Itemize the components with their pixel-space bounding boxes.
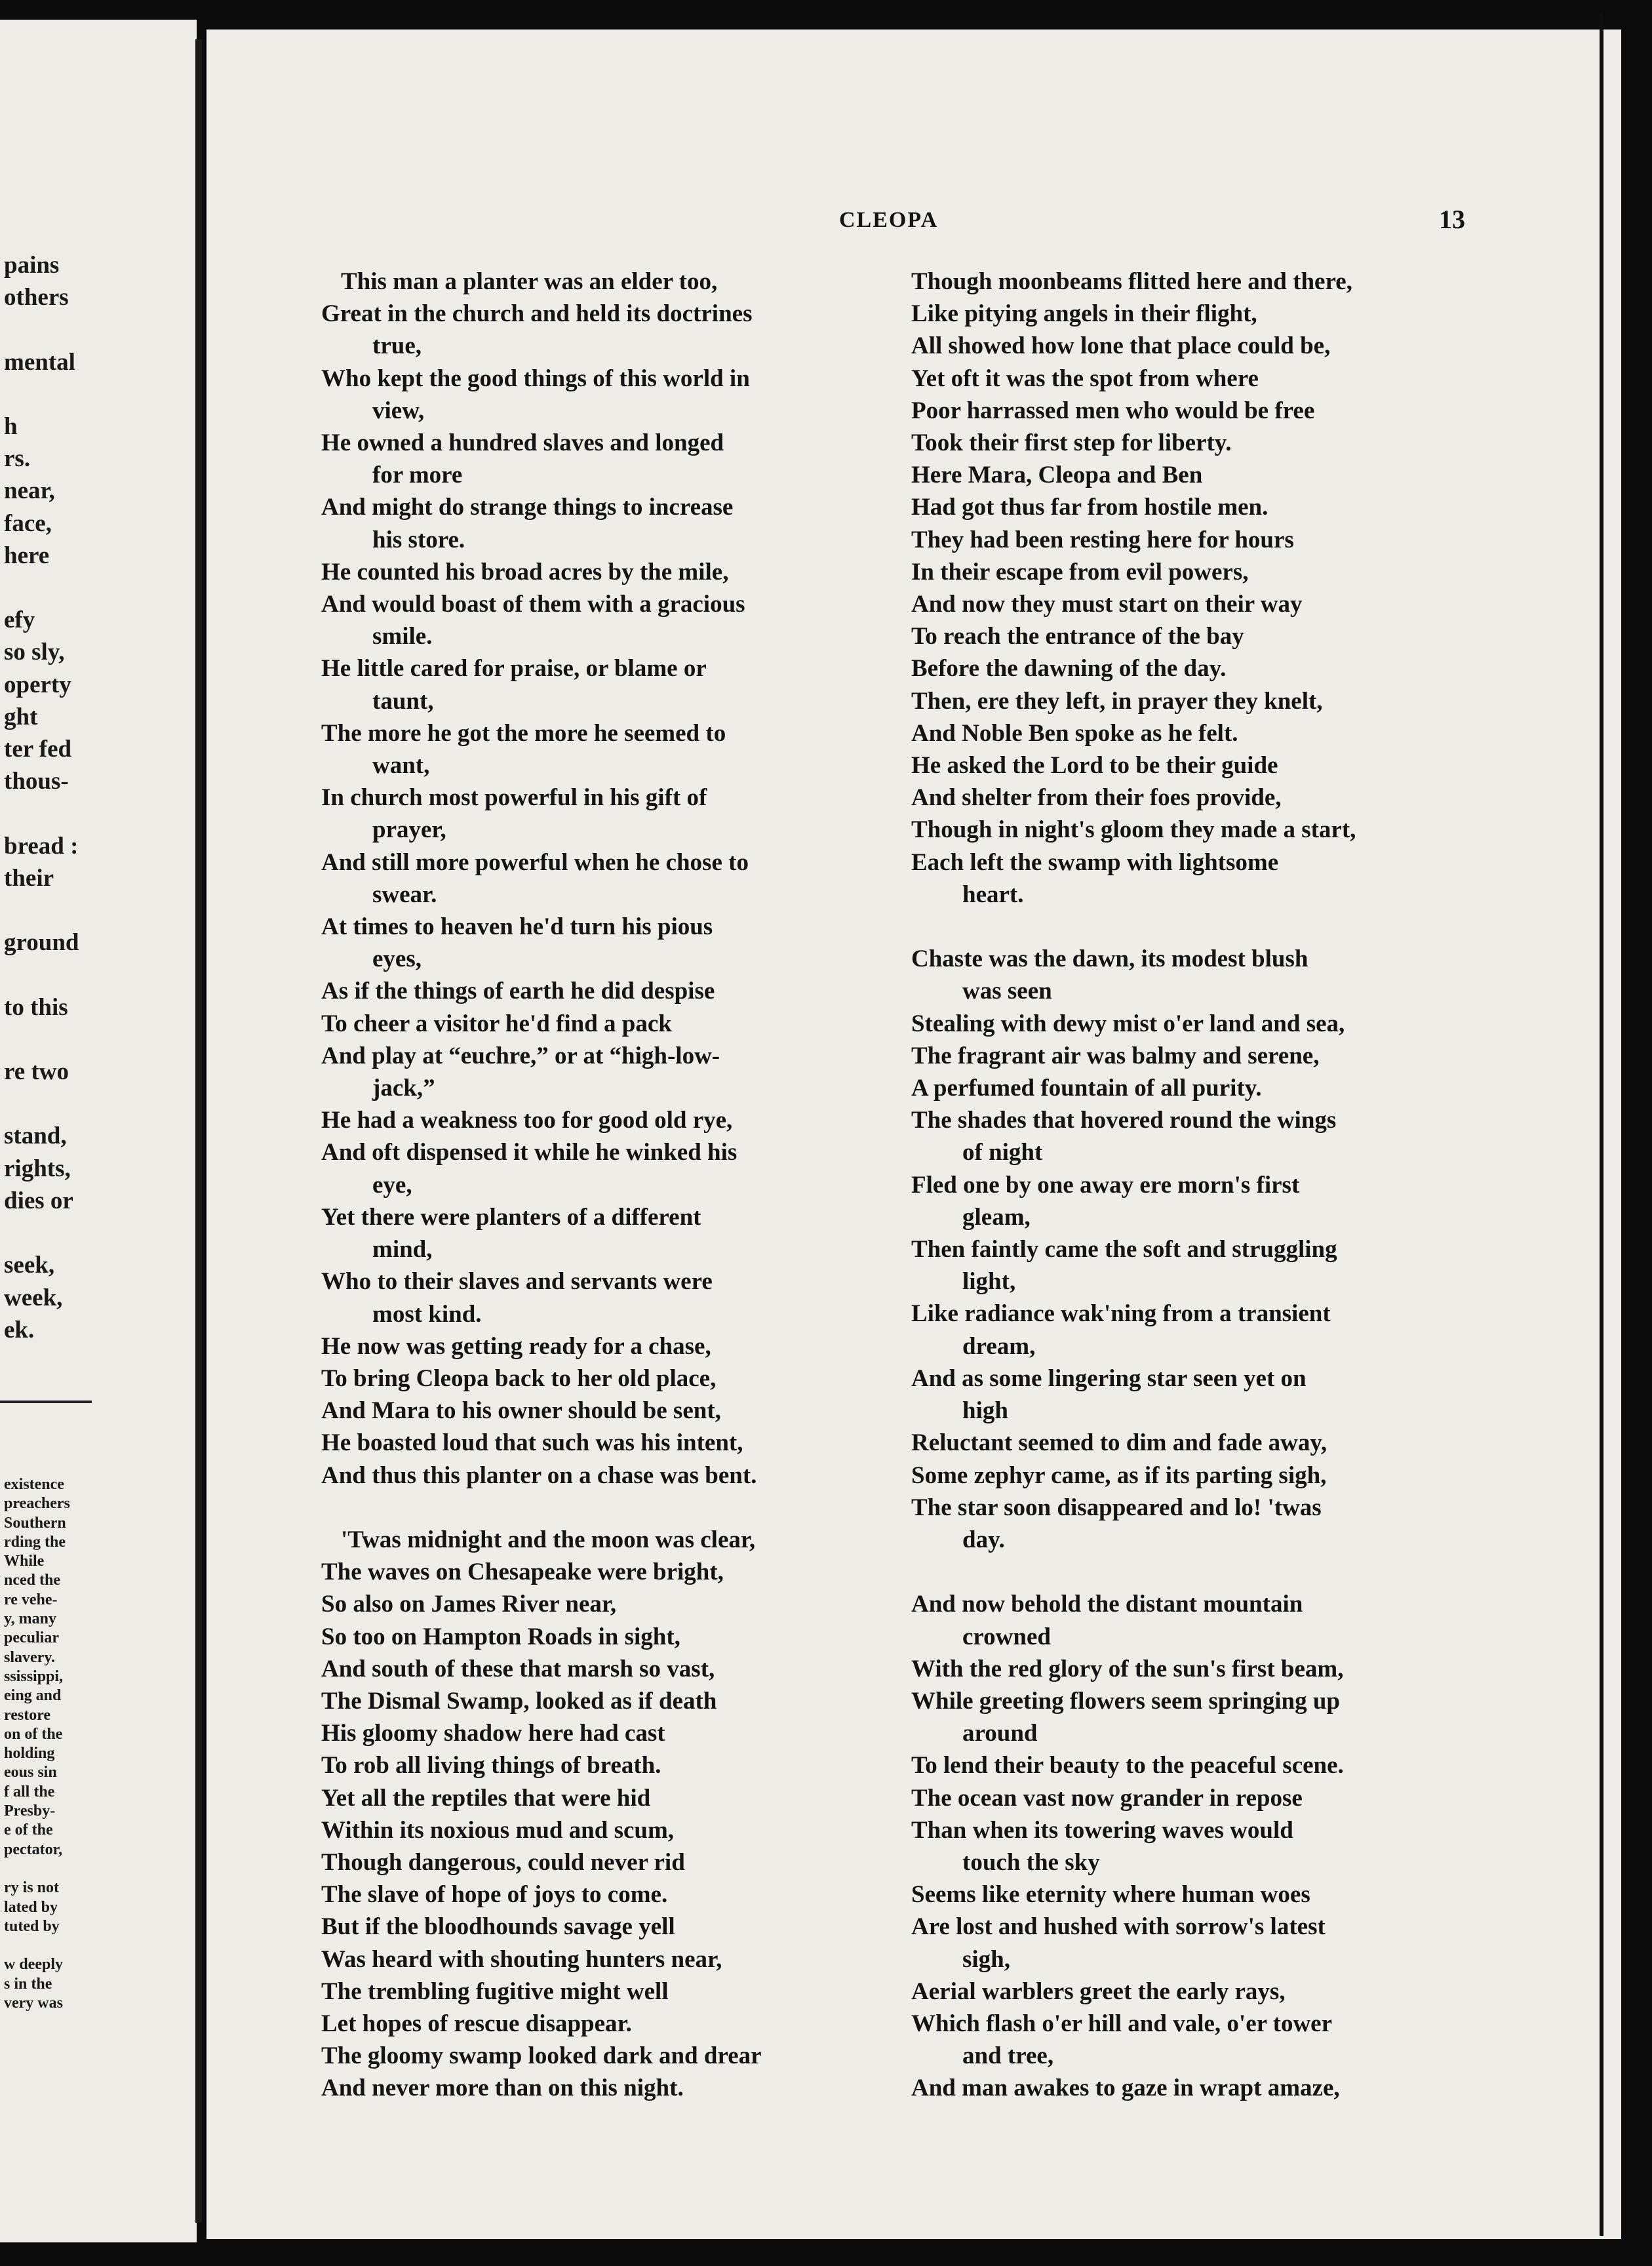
poem-line: Some zephyr came, as if its parting sigh, <box>911 1461 1327 1489</box>
poem-line: Then, ere they left, in prayer they knelt, <box>911 687 1323 715</box>
fragment-line: to this <box>4 993 68 1021</box>
fragment-line: While <box>4 1553 45 1570</box>
fragment-line: week, <box>4 1284 63 1311</box>
poem-line: 'Twas midnight and the moon was clear, <box>341 1526 756 1553</box>
fragment-line <box>4 572 79 604</box>
poem-line: and tree, <box>962 2042 1054 2070</box>
fragment-line: lated by <box>4 1898 58 1916</box>
fragment-line: nced the <box>4 1572 60 1589</box>
poem-line: Poor harrassed men who would be free <box>911 397 1315 424</box>
poem-line: And south of these that marsh so vast, <box>321 1655 715 1682</box>
poem-line: With the red glory of the sun's first beam, <box>911 1655 1344 1682</box>
page-gutter <box>195 39 202 2223</box>
poem-line: All showed how lone that place could be, <box>911 332 1331 360</box>
fragment-line: re vehe- <box>4 1591 58 1608</box>
poem-line: So too on Hampton Roads in sight, <box>321 1623 680 1650</box>
poem-line: To lend their beauty to the peaceful scene. <box>911 1752 1344 1779</box>
poem-line: Yet oft it was the spot from where <box>911 365 1259 392</box>
poem-line: crowned <box>962 1623 1051 1650</box>
fragment-line: ground <box>4 929 79 957</box>
poem-line: Stealing with dewy mist o'er land and sea, <box>911 1010 1345 1037</box>
poem-line: While greeting flowers seem springing up <box>911 1687 1340 1715</box>
poem-line: Than when its towering waves would <box>911 1816 1293 1844</box>
poem-line: Aerial warblers greet the early rays, <box>911 1978 1286 2005</box>
poem-line: But if the bloodhounds savage yell <box>321 1913 675 1941</box>
fragment-line: re two <box>4 1058 69 1086</box>
poem-line: Like radiance wak'ning from a transient <box>911 1300 1331 1328</box>
fragment-line: h <box>4 413 18 441</box>
poem-line: Here Mara, Cleopa and Ben <box>911 462 1203 489</box>
poem-line: His gloomy shadow here had cast <box>321 1720 665 1747</box>
poem-line: of night <box>962 1139 1043 1166</box>
poem-line: And would boast of them with a gracious <box>321 591 745 618</box>
stanza <box>321 266 892 1492</box>
fragment-line: ry is not <box>4 1879 59 1897</box>
fragment-line: dies or <box>4 1187 73 1214</box>
fragment-line: mental <box>4 348 75 376</box>
poem-line: Like pitying angels in their flight, <box>911 300 1257 328</box>
fragment-line: pains <box>4 252 60 279</box>
poem-line: And might do strange things to increase <box>321 494 734 521</box>
fragment-line <box>4 894 79 926</box>
poem-line: The Dismal Swamp, looked as if death <box>321 1687 717 1715</box>
poem-line: swear. <box>372 881 437 908</box>
poem-line: eye, <box>372 1171 412 1199</box>
running-head: CLEOPA <box>839 208 939 232</box>
fragment-line: ght <box>4 703 38 730</box>
fragment-line: stand, <box>4 1123 67 1150</box>
poem-line: He had a weakness too for good old rye, <box>321 1107 733 1134</box>
poem-line: his store. <box>372 526 465 553</box>
fragment-line <box>4 1217 79 1249</box>
poem-line: was seen <box>962 978 1052 1005</box>
page-edge <box>1600 13 1603 2236</box>
poem-column-left <box>321 266 892 2105</box>
poem-line: He owned a hundred slaves and longed <box>321 429 724 457</box>
poem-line: And play at “euchre,” or at “high-low- <box>321 1042 720 1069</box>
poem-line: And still more powerful when he chose to <box>321 848 749 876</box>
fragment-line: tuted by <box>4 1917 60 1935</box>
fragment-line: rs. <box>4 445 31 473</box>
poem-line: Had got thus far from hostile men. <box>911 494 1268 521</box>
poem-line: gleam, <box>962 1203 1031 1231</box>
poem-line: The slave of hope of joys to come. <box>321 1881 668 1909</box>
poem-line: Though in night's gloom they made a start, <box>911 816 1356 844</box>
poem-line: The gloomy swamp looked dark and drear <box>321 2042 762 2070</box>
poem-line: As if the things of earth he did despise <box>321 978 715 1005</box>
fragment-line: efy <box>4 606 35 634</box>
poem-line: He counted his broad acres by the mile, <box>321 558 729 586</box>
poem-line: Then faintly came the soft and struggling <box>911 1236 1337 1263</box>
poem-line: The fragrant air was balmy and serene, <box>911 1042 1320 1069</box>
fragment-line: slavery. <box>4 1648 55 1666</box>
fragment-line: their <box>4 864 54 892</box>
poem-line: Each left the swamp with lightsome <box>911 848 1279 876</box>
fragment-line: f all the <box>4 1783 55 1800</box>
poem-line: smile. <box>372 623 433 650</box>
fragment-line: rding the <box>4 1533 66 1551</box>
poem-line: At times to heaven he'd turn his pious <box>321 913 713 941</box>
poem-line: Who kept the good things of this world in <box>321 365 750 392</box>
poem-line: In church most powerful in his gift of <box>321 784 707 812</box>
fragment-line: face, <box>4 509 52 537</box>
poem-line: Chaste was the dawn, its modest blush <box>911 945 1308 973</box>
fragment-line: peculiar <box>4 1629 59 1647</box>
poem-line: Seems like eternity where human woes <box>911 1881 1310 1909</box>
page-number: 13 <box>1439 205 1465 234</box>
fragment-line: others <box>4 284 69 311</box>
poem-line: sigh, <box>962 1945 1011 1973</box>
stanza <box>911 1588 1482 2104</box>
poem-line: Fled one by one away ere morn's first <box>911 1171 1300 1199</box>
poem-line: The shades that hovered round the wings <box>911 1107 1337 1134</box>
fragment-line <box>4 313 79 346</box>
fragment-line: eous sin <box>4 1764 57 1781</box>
poem-line: high <box>962 1397 1008 1425</box>
poem-line: He asked the Lord to be their guide <box>911 752 1278 780</box>
fragment-line: restore <box>4 1706 51 1724</box>
poem-line: So also on James River near, <box>321 1591 617 1618</box>
facing-page-footnote <box>4 1475 70 2013</box>
poem-line: for more <box>372 462 463 489</box>
poem-line: In their escape from evil powers, <box>911 558 1249 586</box>
fragment-line: w deeply <box>4 1956 63 1974</box>
poem-line: And man awakes to gaze in wrapt amaze, <box>911 2075 1340 2102</box>
fragment-line: near, <box>4 477 55 505</box>
poem-line: And now behold the distant mountain <box>911 1591 1303 1618</box>
fragment-line <box>4 1859 70 1878</box>
poem-line: To bring Cleopa back to her old place, <box>321 1364 717 1392</box>
poem-line: The waves on Chesapeake were bright, <box>321 1559 724 1586</box>
fragment-line: existence <box>4 1476 64 1493</box>
fragment-line: y, many <box>4 1610 57 1628</box>
poem-line: light, <box>962 1268 1016 1296</box>
fragment-line: very was <box>4 1995 63 2012</box>
poem-line: touch the sky <box>962 1848 1100 1876</box>
facing-page-fragment <box>0 20 197 2242</box>
fragment-line: so sly, <box>4 639 65 666</box>
poem-line: To rob all living things of breath. <box>321 1752 661 1779</box>
poem-line: most kind. <box>372 1300 482 1328</box>
fragment-line: bread : <box>4 832 79 860</box>
fragment-line: pectator, <box>4 1840 63 1858</box>
fragment-line: s in the <box>4 1975 52 1993</box>
poem-line: true, <box>372 332 422 360</box>
stanza <box>321 1524 892 2105</box>
poem-line: Reluctant seemed to dim and fade away, <box>911 1429 1328 1457</box>
poem-line: Within its noxious mud and scum, <box>321 1816 675 1844</box>
fragment-line <box>4 797 79 829</box>
fragment-line: e of the <box>4 1821 53 1839</box>
poem-line: And oft dispensed it while he winked his <box>321 1139 738 1166</box>
poem-line: He boasted loud that such was his intent, <box>321 1429 743 1457</box>
fragment-line: ek. <box>4 1316 35 1343</box>
poem-line: He little cared for praise, or blame or <box>321 655 707 683</box>
poem-line: They had been resting here for hours <box>911 526 1294 553</box>
stanza <box>911 943 1482 1556</box>
poem-line: Which flash o'er hill and vale, o'er tower <box>911 2010 1333 2037</box>
poem-line: And Noble Ben spoke as he felt. <box>911 719 1238 747</box>
poem-line: heart. <box>962 881 1024 908</box>
poem-line: Great in the church and held its doctrines <box>321 300 753 328</box>
poem-line: To reach the entrance of the bay <box>911 623 1244 650</box>
poem-line: Before the dawning of the day. <box>911 655 1227 683</box>
fragment-line: here <box>4 542 50 569</box>
fragment-line: ter fed <box>4 736 72 763</box>
poem-line: Are lost and hushed with sorrow's latest <box>911 1913 1326 1941</box>
poem-line: And thus this planter on a chase was bent. <box>321 1461 757 1489</box>
fragment-line: on of the <box>4 1725 63 1743</box>
fragment-line: holding <box>4 1745 55 1762</box>
poem-line: want, <box>372 752 430 780</box>
poem-line: He now was getting ready for a chase, <box>321 1332 711 1360</box>
poem-line: view, <box>372 397 425 424</box>
poem-line: The more he got the more he seemed to <box>321 719 726 747</box>
fragment-line <box>4 1088 79 1120</box>
fragment-line <box>4 959 79 991</box>
poem-line: The trembling fugitive might well <box>321 1978 669 2005</box>
poem-column-right <box>911 266 1482 2105</box>
fragment-line: Southern <box>4 1514 66 1532</box>
poem-line: day. <box>962 1526 1005 1553</box>
poem-line: Was heard with shouting hunters near, <box>321 1945 722 1973</box>
poem-line: And as some lingering star seen yet on <box>911 1364 1307 1392</box>
fragment-line <box>4 378 79 410</box>
poem-line: And Mara to his owner should be sent, <box>321 1397 721 1425</box>
poem-line: The ocean vast now grander in repose <box>911 1784 1303 1812</box>
fragment-line: operty <box>4 671 71 698</box>
poem-line: dream, <box>962 1332 1036 1360</box>
poem-line: This man a planter was an elder too, <box>341 268 718 295</box>
poem-line: Though dangerous, could never rid <box>321 1848 685 1876</box>
poem-line: Yet all the reptiles that were hid <box>321 1784 651 1812</box>
fragment-line: seek, <box>4 1252 55 1279</box>
book-page <box>206 30 1621 2239</box>
poem-line: prayer, <box>372 816 446 844</box>
poem-line: Yet there were planters of a different <box>321 1203 701 1231</box>
poem-line: To cheer a visitor he'd find a pack <box>321 1010 672 1037</box>
poem-line: Took their first step for liberty. <box>911 429 1232 457</box>
poem-line: taunt, <box>372 687 434 715</box>
facing-page-text <box>4 249 79 1346</box>
poem-line: Let hopes of rescue disappear. <box>321 2010 632 2037</box>
poem-line: The star soon disappeared and lo! 'twas <box>911 1494 1322 1521</box>
fragment-line: Presby- <box>4 1802 56 1820</box>
fragment-line <box>4 1024 79 1056</box>
fragment-line <box>4 1936 70 1955</box>
poem-line: mind, <box>372 1236 433 1263</box>
poem-line: And shelter from their foes provide, <box>911 784 1282 812</box>
poem-line: Though moonbeams flitted here and there, <box>911 268 1352 295</box>
fragment-line: ssissippi, <box>4 1667 64 1685</box>
poem-line: A perfumed fountain of all purity. <box>911 1075 1262 1102</box>
poem-line: And never more than on this night. <box>321 2075 684 2102</box>
poem-line: jack,” <box>372 1075 435 1102</box>
fragment-line: eing and <box>4 1687 62 1705</box>
fragment-line: preachers <box>4 1495 70 1513</box>
fragment-line: rights, <box>4 1155 71 1182</box>
poem-line: around <box>962 1720 1038 1747</box>
poem-line: Who to their slaves and servants were <box>321 1268 713 1296</box>
poem-line: And now they must start on their way <box>911 591 1303 618</box>
footnote-divider <box>0 1401 92 1403</box>
fragment-line: thous- <box>4 768 69 795</box>
stanza <box>911 266 1482 911</box>
poem-line: eyes, <box>372 945 422 973</box>
